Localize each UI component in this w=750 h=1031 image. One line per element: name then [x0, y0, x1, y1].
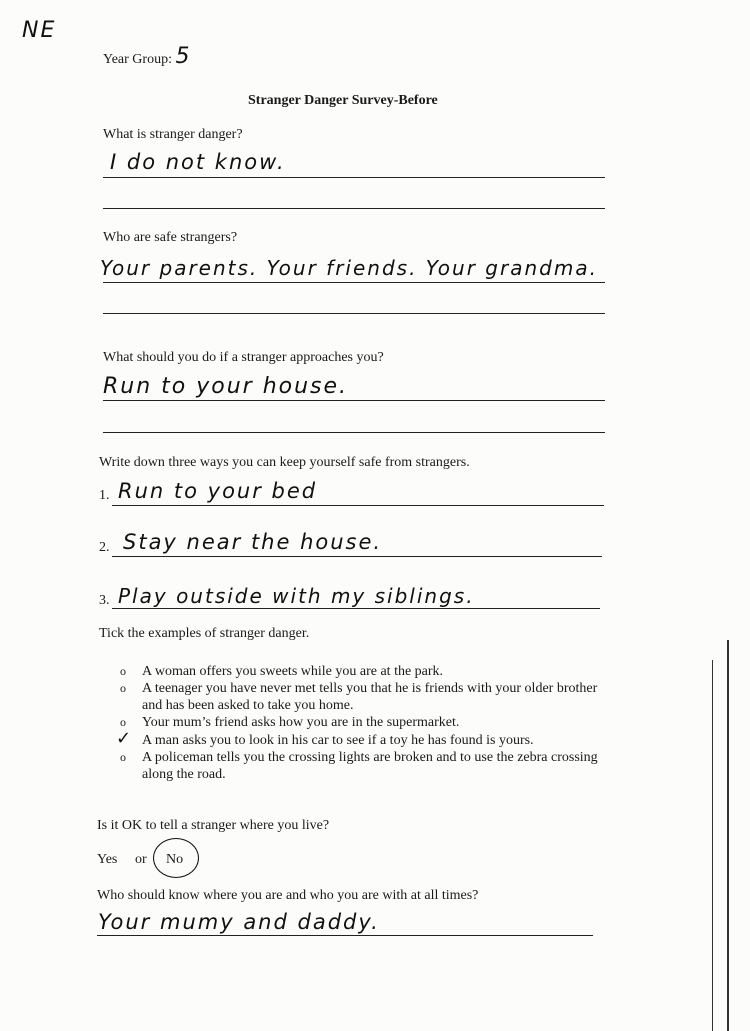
question-3: What should you do if a stranger approaches you?: [103, 350, 384, 365]
scan-edge-line: [712, 660, 713, 1031]
option-text: A teenager you have never met tells you that he is friends with your older brother and has been asked to take you home.: [142, 681, 598, 713]
way-2-number: 2.: [99, 540, 110, 555]
answer-line: [103, 282, 605, 283]
option-checkbox[interactable]: o: [120, 664, 126, 678]
year-group: [103, 44, 191, 69]
answer-or: or: [135, 852, 147, 867]
selected-circle-icon: [153, 838, 199, 878]
question-5: Tick the examples of stranger danger.: [99, 626, 310, 641]
year-group-value: 5: [175, 44, 192, 69]
option-text: A man asks you to look in his car to see if a toy he has found is yours.: [142, 733, 534, 748]
answer-line: [103, 313, 605, 314]
way-1-number: 1.: [99, 488, 110, 503]
answer-line: [103, 177, 605, 178]
question-1: What is stranger danger?: [103, 127, 243, 142]
way-3-number: 3.: [99, 593, 110, 608]
way-2-answer: Stay near the house.: [123, 530, 383, 554]
checkmark-icon[interactable]: ✓: [116, 728, 132, 749]
answer-line: [103, 432, 605, 433]
answer-line: [97, 935, 593, 936]
year-group-label: Year Group:: [103, 52, 172, 67]
option-checkbox[interactable]: o: [120, 715, 126, 729]
option-checkbox[interactable]: o: [120, 681, 126, 695]
answer-line: [112, 556, 602, 557]
answer-no[interactable]: No: [166, 852, 184, 867]
option-text: Your mum’s friend asks how you are in the supermarket.: [142, 715, 460, 730]
option-checkbox[interactable]: o: [120, 750, 126, 764]
scan-edge-line: [727, 640, 729, 1031]
answer-1: I do not know.: [110, 150, 286, 174]
answer-line: [112, 505, 604, 506]
answer-yes[interactable]: Yes: [97, 852, 118, 867]
initials: NE: [22, 18, 57, 43]
answer-line: [103, 400, 605, 401]
way-1-answer: Run to your bed: [118, 479, 318, 503]
answer-line: [103, 208, 605, 209]
answer-2: Your parents. Your friends. Your grandma.: [100, 256, 598, 280]
question-7: Who should know where you are and who you are with at all times?: [97, 888, 479, 903]
question-2: Who are safe strangers?: [103, 230, 238, 245]
page-title: Stranger Danger Survey-Before: [248, 93, 438, 108]
question-4: Write down three ways you can keep yourself safe from strangers.: [99, 455, 470, 470]
answer-7: Your mumy and daddy.: [98, 910, 380, 934]
option-text: A woman offers you sweets while you are at the park.: [142, 664, 444, 679]
answer-line: [112, 608, 600, 609]
question-6: Is it OK to tell a stranger where you live?: [97, 818, 330, 833]
way-3-answer: Play outside with my siblings.: [118, 584, 475, 608]
answer-3: Run to your house.: [103, 374, 349, 399]
option-text: A policeman tells you the crossing lights are broken and to use the zebra crossing along the road.: [142, 750, 598, 782]
